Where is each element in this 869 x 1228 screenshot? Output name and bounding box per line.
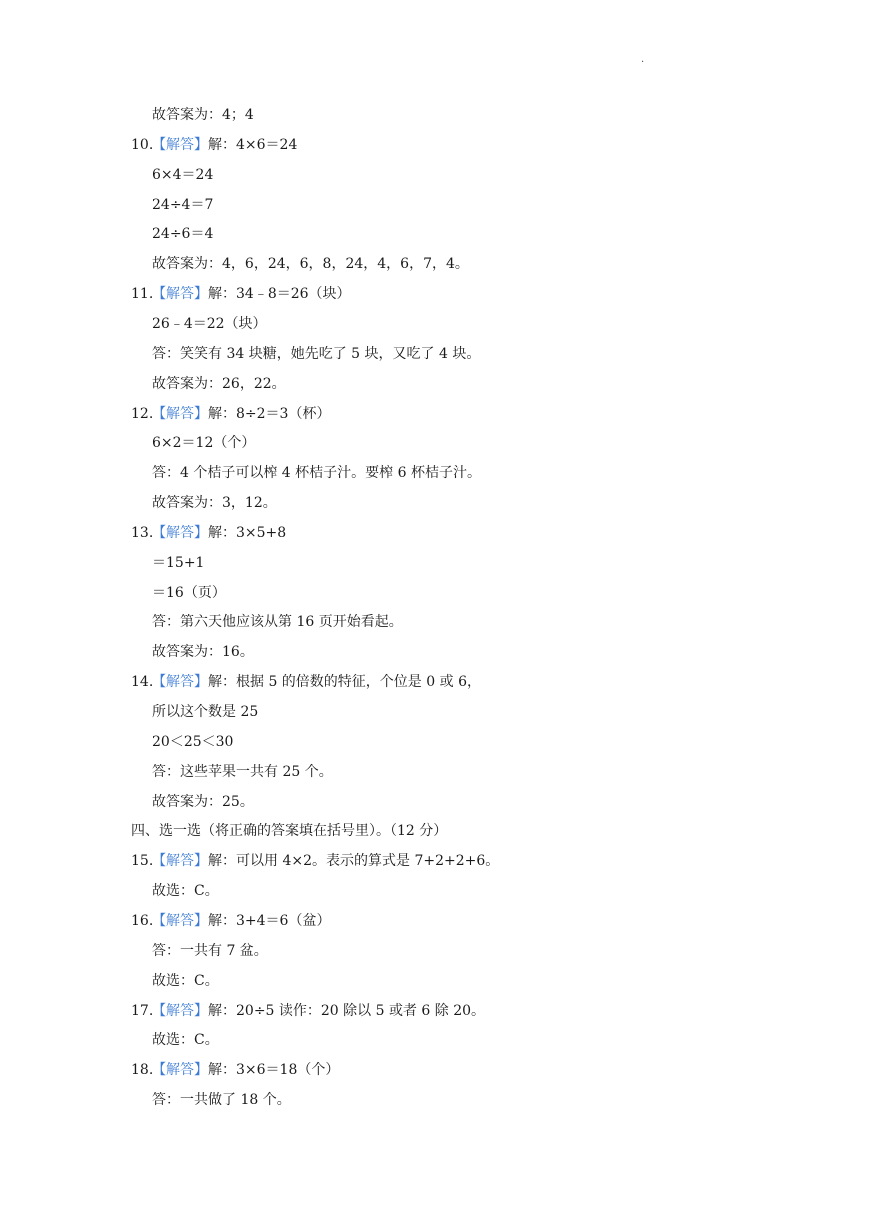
question-number: 15.	[131, 853, 154, 869]
solution-tag: 【解答】	[152, 137, 208, 153]
answer-line	[0, 461, 869, 485]
answer-text	[152, 909, 330, 933]
answer-text: 答：一共做了 18 个。	[152, 1092, 291, 1108]
answer-line	[0, 342, 869, 366]
solution-tag: 【解答】	[152, 525, 208, 541]
answer-text: 故答案为：25。	[152, 794, 254, 810]
question-answer-line	[0, 1058, 869, 1082]
answer-text	[152, 849, 499, 873]
answer-text	[152, 282, 351, 306]
question-number: 13.	[131, 525, 154, 541]
answer-line	[0, 312, 869, 336]
answer-line	[0, 551, 869, 575]
solution-text: 解：3×6＝18（个）	[208, 1062, 340, 1078]
answer-line	[0, 760, 869, 784]
answer-line	[0, 640, 869, 664]
answer-text: 故答案为：16。	[152, 644, 254, 660]
solution-tag: 【解答】	[152, 674, 208, 690]
question-number: 16.	[131, 913, 154, 929]
answer-line	[0, 879, 869, 903]
solution-text: 解：20÷5 读作：20 除以 5 或者 6 除 20。	[208, 1003, 486, 1019]
question-answer-line	[0, 999, 869, 1023]
question-answer-line	[0, 521, 869, 545]
answer-text: 故选：C。	[152, 973, 219, 989]
answer-text: 故选：C。	[152, 883, 219, 899]
solution-text: 解：8÷2＝3（杯）	[208, 406, 331, 422]
solution-tag: 【解答】	[152, 1062, 208, 1078]
solution-text: 解：3+4＝6（盆）	[208, 913, 331, 929]
answer-text: ＝15+1	[152, 555, 205, 571]
solution-text: 解：根据 5 的倍数的特征，个位是 0 或 6，	[208, 674, 481, 690]
question-number: 14.	[131, 674, 154, 690]
answer-line	[0, 252, 869, 276]
answer-line	[0, 730, 869, 754]
question-answer-line	[0, 670, 869, 694]
answer-text: 故选：C。	[152, 1032, 219, 1048]
solution-tag: 【解答】	[152, 853, 208, 869]
answer-line	[0, 163, 869, 187]
answer-line	[0, 372, 869, 396]
answer-text	[152, 999, 485, 1023]
question-number: 12.	[131, 406, 154, 422]
answer-line	[0, 581, 869, 605]
solution-tag: 【解答】	[152, 913, 208, 929]
answer-line	[0, 939, 869, 963]
answer-text	[152, 133, 297, 157]
question-number: 18.	[131, 1062, 154, 1078]
solution-text: 解：4×6＝24	[208, 137, 298, 153]
answer-text: 故答案为：4，6，24，6，8，24，4，6，7，4。	[152, 256, 469, 272]
question-answer-line	[0, 282, 869, 306]
answer-text	[152, 670, 481, 694]
solution-text: 解：3×5+8	[208, 525, 287, 541]
answer-line	[0, 700, 869, 724]
answer-line	[0, 610, 869, 634]
answer-text: 答：4 个桔子可以榨 4 杯桔子汁。要榨 6 杯桔子汁。	[152, 465, 481, 481]
answer-text: 24÷6＝4	[152, 226, 214, 242]
question-answer-line	[0, 849, 869, 873]
answer-text: 26﹣4＝22（块）	[152, 316, 267, 332]
answer-text: 6×2＝12（个）	[152, 435, 256, 451]
answer-text: ＝16（页）	[152, 585, 226, 601]
answer-text: 20＜25＜30	[152, 734, 234, 750]
section-heading-text: 四、选一选（将正确的答案填在括号里）。（12 分）	[131, 823, 448, 839]
answer-line	[0, 431, 869, 455]
answer-line	[0, 103, 869, 127]
question-answer-line	[0, 909, 869, 933]
solution-tag: 【解答】	[152, 406, 208, 422]
answer-line	[0, 790, 869, 814]
answer-text	[152, 521, 286, 545]
question-answer-line	[0, 133, 869, 157]
answer-text: 6×4＝24	[152, 167, 214, 183]
section-heading	[0, 819, 869, 843]
answer-text	[152, 402, 330, 426]
answer-text: 所以这个数是 25	[152, 704, 259, 720]
answer-text: 24÷4＝7	[152, 197, 214, 213]
answer-line	[0, 1028, 869, 1052]
answer-line	[0, 193, 869, 217]
answer-line	[0, 222, 869, 246]
solution-text: 解：34﹣8＝26（块）	[208, 286, 351, 302]
answer-text: 答：一共有 7 盆。	[152, 943, 268, 959]
answer-text: 故答案为：4；4	[152, 107, 254, 123]
solution-tag: 【解答】	[152, 1003, 208, 1019]
answer-text: 答：第六天他应该从第 16 页开始看起。	[152, 614, 403, 630]
question-number: 10.	[131, 137, 154, 153]
question-number: 17.	[131, 1003, 154, 1019]
question-number: 11.	[131, 286, 154, 302]
answer-text: 答：这些苹果一共有 25 个。	[152, 764, 333, 780]
solution-tag: 【解答】	[152, 286, 208, 302]
answer-text: 故答案为：26，22。	[152, 376, 286, 392]
answer-line	[0, 491, 869, 515]
solution-text: 解：可以用 4×2。表示的算式是 7+2+2+6。	[208, 853, 500, 869]
answer-text: 答：笑笑有 34 块糖，她先吃了 5 块，又吃了 4 块。	[152, 346, 481, 362]
header-mark: .	[641, 54, 645, 65]
answer-line	[0, 969, 869, 993]
question-answer-line	[0, 402, 869, 426]
answer-text: 故答案为：3，12。	[152, 495, 277, 511]
answer-text	[152, 1058, 339, 1082]
answer-line	[0, 1088, 869, 1112]
